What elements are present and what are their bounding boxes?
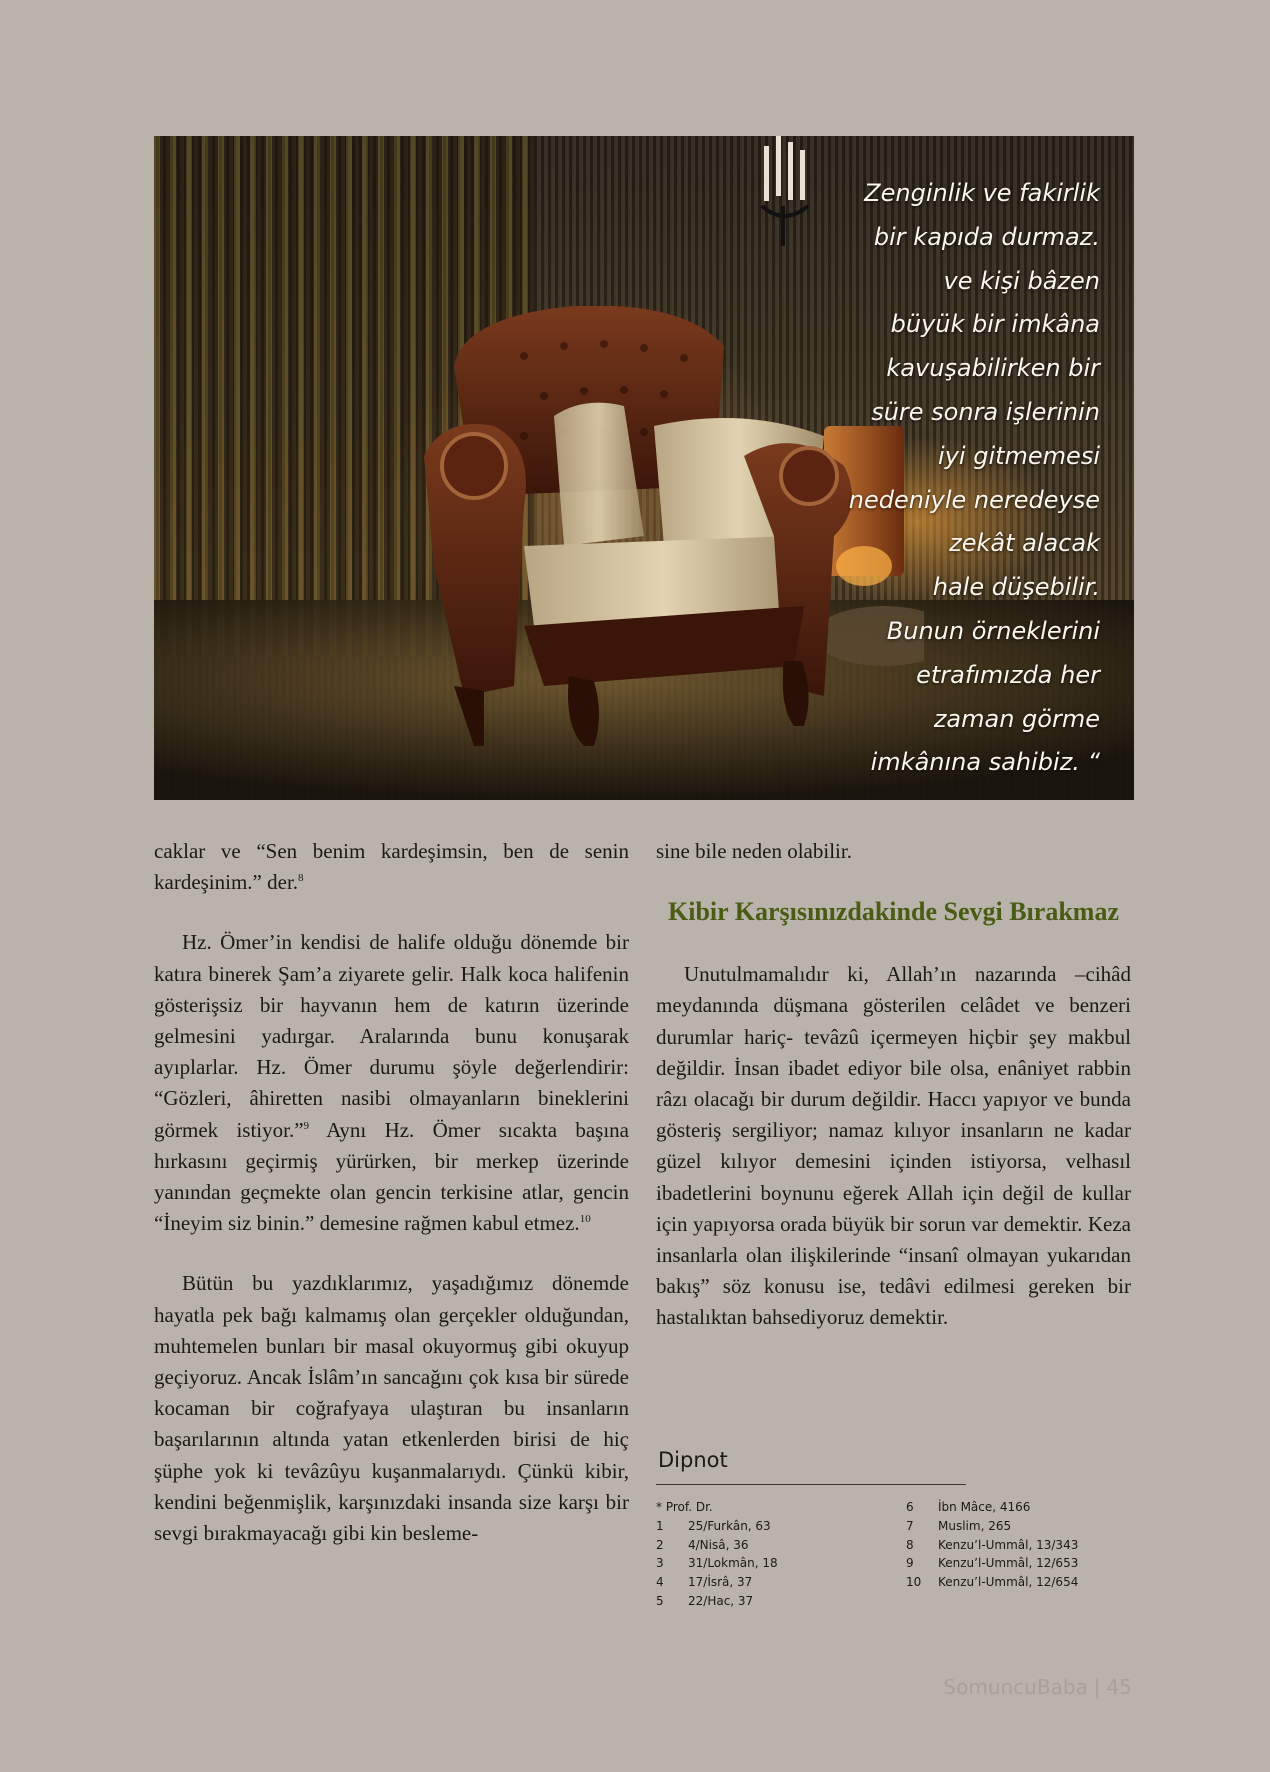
- footnote-text: 22/Hac, 37: [688, 1593, 754, 1608]
- quote-line: nedeniyle neredeyse: [848, 485, 1100, 514]
- footnote-number: 4: [656, 1575, 664, 1590]
- quote-line: iyi gitmemesi: [938, 441, 1100, 470]
- footnote-number: 3: [656, 1556, 664, 1571]
- footnote-item: [656, 1517, 778, 1536]
- quote-line: Bunun örneklerini: [886, 616, 1100, 645]
- footnote-text: Kenzu’l-Ummâl, 12/654: [938, 1575, 1079, 1590]
- quote-line: süre sonra işlerinin: [871, 397, 1100, 426]
- footnote-ref: 9: [303, 1119, 310, 1132]
- footnote-ref: 8: [298, 872, 304, 885]
- paragraph-text: Hz. Ömer’in kendisi de halife olduğu dönemde bir katıra binerek Şam’a ziyarete gelir. Halk koca halifenin gösterişsiz bir hayvanın hem de katırın üzerinde gelmesini yadırgar. Aralarında bunu konuşarak ayıplarlar. Hz. Ömer durumu şöyle değerlendirir: “Gözleri, âhiretten nasibi olmayanların bineklerini görmek istiyor.”: [154, 930, 629, 1142]
- footnote-number: 8: [906, 1537, 914, 1552]
- quote-line: kavuşabilirken bir: [886, 354, 1100, 383]
- paragraph: sine bile neden olabilir.: [656, 839, 852, 863]
- footnote-number: 6: [906, 1500, 914, 1514]
- paragraph: [154, 927, 629, 1239]
- quote-line: imkânına sahibiz. “: [870, 748, 1100, 777]
- footnote-item: [906, 1554, 1078, 1573]
- footnotes-title: Dipnot: [658, 1448, 728, 1472]
- quote-line: Zenginlik ve fakirlik: [864, 179, 1100, 207]
- footnote-item: [656, 1554, 778, 1573]
- page-number: 45: [1106, 1675, 1132, 1699]
- footnote-text: 31/Lokmân, 18: [688, 1556, 778, 1571]
- footnote-text: 25/Furkân, 63: [688, 1518, 771, 1533]
- footnote-number: 2: [656, 1537, 664, 1552]
- footnote-text: Kenzu’l-Ummâl, 12/653: [938, 1556, 1079, 1571]
- left-column: [154, 836, 629, 1549]
- quote-line: etrafımızda her: [916, 660, 1100, 689]
- quote-line: zekât alacak: [949, 529, 1100, 558]
- footnote-text: 4/Nisâ, 36: [688, 1537, 749, 1552]
- paragraph: Bütün bu yazdıklarımız, yaşadığımız dönemde hayatla pek bağı kalmamış olan gerçekler olduğundan, muhtemelen bunları bir masal okuyormuş gibi okuyup geçiyoruz. Ancak İslâm’ın sancağını çok kısa bir sürede kocaman bir coğrafyaya ulaştıran bu insanların başarılarının altında yatan etkenlerden birisi de hiç şüphe yok ki tevâzûyu kuşanmalarıydı. Çünkü kibir, kendini beğenmişlik, karşınızdaki insanda size karşı bir sevgi bırakmayacağı gibi kin besleme-: [154, 1271, 629, 1546]
- section-heading: Kibir Karşısınızdakinde Sevgi Bırakmaz: [668, 897, 1119, 927]
- footnote-number: 10: [906, 1575, 922, 1590]
- footnote-ref: 10: [579, 1213, 591, 1226]
- feature-photo: [154, 136, 1134, 800]
- footnote-item: [906, 1536, 1078, 1555]
- pull-quote: [800, 172, 1100, 785]
- quote-line: hale düşebilir.: [932, 573, 1100, 602]
- quote-line: zaman görme: [933, 704, 1100, 733]
- quote-line: ve kişi bâzen: [943, 266, 1100, 295]
- right-column: [656, 836, 1131, 1334]
- paragraph: Unutulmamalıdır ki, Allah’ın nazarında –cihâd meydanında düşmana gösterilen celâdet ve benzeri durumlar hariç- tevâzû içermeyen hiçbir şey makbul değildir. İnsan ibadet ediyor bile olsa, enâniyet rabbin râzı olacağı bir durum değildir. Haccı yapıyor ve bunda gösteriş sergiliyor; namaz kılıyor insanların ne kadar güzel kılıyor demesini içinden istiyorsa, velhasıl ibadetlerini boynunu eğerek Allah için değil de kullar için yapıyorsa orada büyük bir sorun var demektir. Keza insanlarla olan ilişkilerinde “insanî olmayan yukarıdan bakış” söz konusu ise, tedâvi edilmesi gereken bir hastalıktan bahsediyoruz demektir.: [656, 962, 1131, 1330]
- footnote-text: 17/İsrâ, 37: [688, 1575, 753, 1590]
- footnote-item: [656, 1536, 778, 1555]
- footnote-number: 7: [906, 1518, 914, 1533]
- footnotes-left: [656, 1498, 778, 1611]
- footnote-number: 9: [906, 1556, 914, 1571]
- footnote-text: * Prof. Dr.: [656, 1500, 713, 1514]
- footnotes-right: [906, 1498, 1078, 1592]
- paragraph-text: caklar ve “Sen benim kardeşimsin, ben de senin kardeşinim.” der.: [154, 839, 629, 895]
- page-footer: [943, 1675, 1132, 1699]
- footnote-item: [656, 1573, 778, 1592]
- footnote-text: Kenzu’l-Ummâl, 13/343: [938, 1537, 1079, 1552]
- magazine-name: SomuncuBaba: [943, 1675, 1088, 1699]
- quote-line: bir kapıda durmaz.: [873, 222, 1100, 251]
- footnote-item: [906, 1517, 1078, 1536]
- footnote-author: [656, 1498, 778, 1517]
- footnote-item: [656, 1592, 778, 1611]
- paragraph: [154, 836, 629, 898]
- footnote-text: Muslim, 265: [938, 1518, 1012, 1533]
- footnote-item: [906, 1498, 1078, 1517]
- footer-separator: |: [1093, 1675, 1101, 1699]
- footnote-text: İbn Mâce, 4166: [938, 1500, 1031, 1514]
- paragraph-text: Aynı Hz. Ömer sıcakta başına hırkasını geçirmiş yürürken, bir merkep üzerinde yanından geçmekte olan gencin terkisine atlar, gencin “İneyim siz binin.” demesine rağmen kabul etmez.: [154, 1117, 629, 1236]
- footnote-number: 1: [656, 1518, 664, 1533]
- footnotes-divider: [656, 1484, 966, 1485]
- quote-line: büyük bir imkâna: [890, 310, 1100, 339]
- footnote-item: [906, 1573, 1078, 1592]
- footnote-number: 5: [656, 1593, 664, 1608]
